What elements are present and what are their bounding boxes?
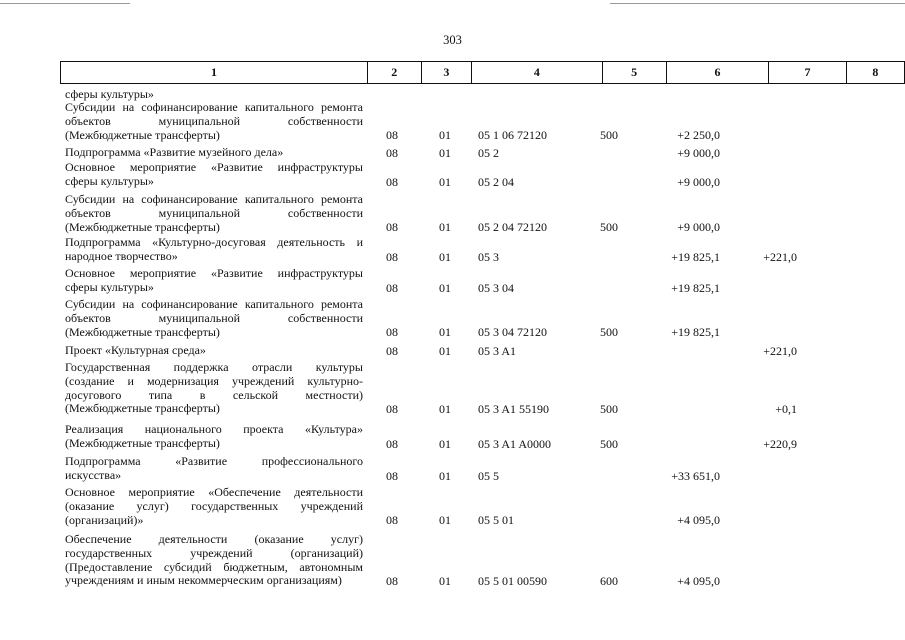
subsection-code: 01 [439, 513, 451, 528]
table-row [0, 423, 905, 451]
subsection-code: 01 [439, 436, 451, 451]
subsection-code: 01 [439, 220, 451, 235]
target-article-code: 05 3 04 72120 [478, 325, 547, 340]
row-description [65, 533, 363, 588]
description-line: Подпрограмма «Культурно-досуговая деятельность и [65, 235, 363, 249]
table-row [0, 361, 905, 416]
amount-change-col6: +19 825,1 [671, 249, 720, 264]
column-header-2: 2 [368, 62, 422, 84]
table-row [0, 161, 905, 189]
target-article-code: 05 2 04 72120 [478, 220, 547, 235]
description-line: сферы культуры» [65, 173, 154, 188]
amount-change-col7: +0,1 [775, 402, 797, 417]
target-article-code: 05 2 04 [478, 174, 514, 189]
section-code: 08 [386, 402, 398, 417]
subsection-code: 01 [439, 249, 451, 264]
description-line: Реализация национального проекта «Культура» [65, 422, 363, 436]
row-description [65, 486, 363, 527]
section-code: 08 [386, 128, 398, 143]
table-row [0, 298, 905, 339]
section-code: 08 [386, 249, 398, 264]
table-row [0, 193, 905, 234]
row-description [65, 344, 363, 358]
amount-change-col6: +4 095,0 [677, 574, 720, 589]
page-number: 303 [443, 33, 462, 47]
amount-change-col6: +19 825,1 [671, 325, 720, 340]
description-line: (создание и модернизация учреждений культурно- [65, 373, 363, 388]
table-row [0, 267, 905, 295]
description-line: учреждениям и иным некоммерческим организациям) [65, 573, 342, 588]
row-description [65, 455, 363, 483]
description-line: Субсидии на софинансирование капитального ремонта [65, 297, 363, 311]
subsection-code: 01 [439, 468, 451, 483]
target-article-code: 05 2 [478, 145, 499, 160]
section-code: 08 [386, 145, 398, 160]
subsection-code: 01 [439, 574, 451, 589]
description-line: сферы культуры» [65, 279, 154, 294]
row-description [65, 361, 363, 416]
expense-type-code: 500 [600, 128, 618, 143]
amount-change-col6: +9 000,0 [677, 174, 720, 189]
description-line: объектов муниципальной собственности [65, 113, 363, 128]
scan-edge-line-right [610, 3, 905, 4]
amount-change-col7: +221,0 [763, 249, 797, 264]
description-line: (организаций)» [65, 512, 144, 527]
row-description [65, 236, 363, 264]
description-line: Субсидии на софинансирование капитального ремонта [65, 100, 363, 114]
target-article-code: 05 3 A1 A0000 [478, 436, 552, 451]
description-line: объектов муниципальной собственности [65, 310, 363, 325]
description-line: Обеспечение деятельности (оказание услуг) [65, 532, 363, 546]
table-row [0, 236, 905, 264]
row-description [65, 146, 363, 160]
expense-type-code: 500 [600, 402, 618, 417]
table-row [0, 344, 905, 358]
description-line: (Предоставление субсидий бюджетным, автономным [65, 559, 363, 574]
amount-change-col6: +9 000,0 [677, 145, 720, 160]
expense-type-code: 500 [600, 436, 618, 451]
table-row [0, 146, 905, 160]
section-code: 08 [386, 220, 398, 235]
row-description [65, 267, 363, 295]
expense-type-code: 500 [600, 220, 618, 235]
amount-change-col6: +4 095,0 [677, 513, 720, 528]
target-article-code: 05 5 [478, 468, 499, 483]
description-line: Основное мероприятие «Развитие инфраструктуры [65, 266, 363, 280]
target-article-code: 05 3 [478, 249, 499, 264]
description-line: Основное мероприятие «Обеспечение деятельности [65, 485, 363, 499]
column-header-3: 3 [421, 62, 472, 84]
description-line: Подпрограмма «Развитие музейного дела» [65, 145, 284, 159]
section-code: 08 [386, 343, 398, 358]
description-line: Проект «Культурная среда» [65, 343, 206, 357]
subsection-code: 01 [439, 325, 451, 340]
target-article-code: 05 5 01 00590 [478, 574, 547, 589]
column-header-7: 7 [769, 62, 846, 84]
row-description [65, 101, 363, 142]
amount-change-col6: +19 825,1 [671, 280, 720, 295]
row-description [65, 298, 363, 339]
description-line: искусства» [65, 467, 122, 482]
column-header-1: 1 [61, 62, 368, 84]
subsection-code: 01 [439, 343, 451, 358]
description-line: (Межбюджетные трансферты) [65, 324, 220, 339]
section-code: 08 [386, 280, 398, 295]
amount-change-col6: +9 000,0 [677, 220, 720, 235]
description-line: сферы культуры» [65, 87, 154, 101]
column-header-table [60, 61, 905, 84]
expense-type-code: 500 [600, 325, 618, 340]
section-code: 08 [386, 436, 398, 451]
description-line: народное творчество» [65, 248, 178, 263]
amount-change-col7: +220,9 [763, 436, 797, 451]
amount-change-col6: +2 250,0 [677, 128, 720, 143]
expense-type-code: 600 [600, 574, 618, 589]
description-line: Субсидии на софинансирование капитального ремонта [65, 192, 363, 206]
target-article-code: 05 1 06 72120 [478, 128, 547, 143]
target-article-code: 05 3 A1 [478, 343, 517, 358]
description-line: Подпрограмма «Развитие профессионального [65, 454, 363, 468]
target-article-code: 05 5 01 [478, 513, 514, 528]
table-row [0, 455, 905, 483]
target-article-code: 05 3 A1 55190 [478, 402, 550, 417]
description-line: (Межбюджетные трансферты) [65, 219, 220, 234]
amount-change-col7: +221,0 [763, 343, 797, 358]
section-code: 08 [386, 468, 398, 483]
amount-change-col6: +33 651,0 [671, 468, 720, 483]
table-row [0, 101, 905, 142]
row-description [65, 193, 363, 234]
description-line: (Межбюджетные трансферты) [65, 127, 220, 142]
subsection-code: 01 [439, 174, 451, 189]
section-code: 08 [386, 325, 398, 340]
description-line: (Межбюджетные трансферты) [65, 435, 220, 450]
subsection-code: 01 [439, 145, 451, 160]
description-line: (Межбюджетные трансферты) [65, 401, 220, 416]
row-description [65, 423, 363, 451]
column-header-5: 5 [602, 62, 666, 84]
target-article-code: 05 3 04 [478, 280, 514, 295]
subsection-code: 01 [439, 280, 451, 295]
description-line: досугового типа в сельской местности) [65, 387, 363, 402]
column-header-4: 4 [472, 62, 602, 84]
subsection-code: 01 [439, 128, 451, 143]
subsection-code: 01 [439, 402, 451, 417]
column-header-8: 8 [846, 62, 904, 84]
column-header-6: 6 [666, 62, 769, 84]
scan-edge-line-left [0, 3, 130, 4]
description-line: (оказание услуг) государственных учреждений [65, 498, 363, 513]
column-header-row [61, 62, 905, 84]
description-line: государственных учреждений (организаций) [65, 545, 363, 560]
description-line: объектов муниципальной собственности [65, 205, 363, 220]
table-row [0, 533, 905, 588]
table-row [0, 486, 905, 527]
section-code: 08 [386, 174, 398, 189]
row-description [65, 161, 363, 189]
section-code: 08 [386, 513, 398, 528]
description-line: Основное мероприятие «Развитие инфраструктуры [65, 160, 363, 174]
section-code: 08 [386, 574, 398, 589]
description-line: Государственная поддержка отрасли культуры [65, 360, 363, 374]
